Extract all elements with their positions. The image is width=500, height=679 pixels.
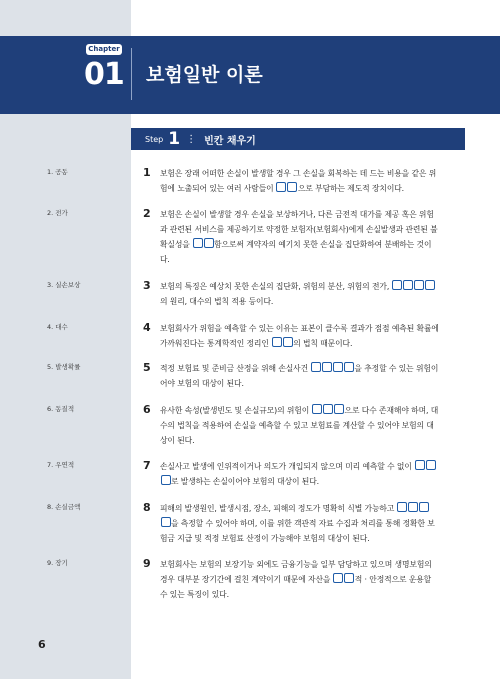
question-number: 5: [143, 361, 151, 374]
answer-blank-box[interactable]: [425, 280, 435, 290]
step-label: Step: [145, 134, 164, 144]
answer-blank-box[interactable]: [333, 573, 343, 583]
answer-blank-box[interactable]: [408, 502, 418, 512]
question-text: [160, 279, 440, 309]
question-text-segment: 유사한 속성(발생빈도 및 손실규모)의 위험이: [160, 406, 312, 415]
answer-label: 9. 장기: [47, 559, 68, 567]
question-text: [160, 166, 440, 196]
answer-blank-box[interactable]: [311, 362, 321, 372]
chapter-number: 01: [84, 57, 124, 92]
chapter-label: Chapter: [86, 44, 122, 55]
question-text-segment: 을 측정할 수 있어야 하며, 이를 위한 객관적 자료 수집과 처리를 통해 정확한 보험금 지급 및 적정 보험료 산정이 가능해야 보험의 대상이 된다.: [160, 519, 435, 543]
question-number: 6: [143, 403, 151, 416]
answer-blank-box[interactable]: [344, 573, 354, 583]
question-number: 8: [143, 501, 151, 514]
answer-label: 7. 우연적: [47, 461, 75, 469]
question-number: 2: [143, 207, 151, 220]
question-text: [160, 459, 440, 489]
answer-blank-box[interactable]: [419, 502, 429, 512]
answer-label: 8. 손실금액: [47, 503, 81, 511]
question-text-segment: 의 원리, 대수의 법칙 적용 등이다.: [160, 297, 274, 306]
answer-blank-box[interactable]: [397, 502, 407, 512]
question-text-segment: 의 법칙 때문이다.: [293, 339, 353, 348]
answer-blank-box[interactable]: [415, 460, 425, 470]
question-text-segment: 로 발생하는 손실이어야 보험의 대상이 된다.: [171, 477, 320, 486]
answer-blank-box[interactable]: [334, 404, 344, 414]
question-number: 9: [143, 557, 151, 570]
header-divider: [131, 48, 132, 100]
answer-blank-box[interactable]: [322, 362, 332, 372]
question-text-segment: 보험회사가 위험을 예측할 수 있는 이유는 표본이 클수록 결과가 점점 예측된 확률에 가까워진다는 통계학적인 정리인: [160, 324, 439, 348]
answer-blank-box[interactable]: [312, 404, 322, 414]
question-text-segment: 함으로써 계약자의 예기치 못한 손실을 집단화하여 분배하는 것이다.: [160, 240, 432, 264]
question-number: 4: [143, 321, 151, 334]
question-number: 7: [143, 459, 151, 472]
answer-blank-box[interactable]: [344, 362, 354, 372]
answer-blank-box[interactable]: [204, 238, 214, 248]
answer-blank-box[interactable]: [333, 362, 343, 372]
question-text-segment: 손실사고 발생에 인위적이거나 의도가 개입되지 않으며 미리 예측할 수 없이: [160, 462, 415, 471]
answer-blank-box[interactable]: [161, 475, 171, 485]
step-title: 빈칸 채우기: [204, 135, 256, 147]
question-text-segment: 으로 다수 존재해야 하며, 대수의 법칙을 적용하여 손실을 예측할 수 있고 보험료를 계산할 수 있어야 보험의 대상이 된다.: [160, 406, 439, 445]
answer-blank-box[interactable]: [426, 460, 436, 470]
question-text-segment: 보험의 특징은 예상치 못한 손실의 집단화, 위험의 분산, 위험의 전가,: [160, 282, 392, 291]
answer-blank-box[interactable]: [193, 238, 203, 248]
answer-blank-box[interactable]: [283, 337, 293, 347]
answer-blank-box[interactable]: [403, 280, 413, 290]
question-text: [160, 557, 440, 602]
question-text: [160, 501, 440, 546]
chapter-title: 보험일반 이론: [146, 64, 263, 86]
question-text: [160, 321, 440, 351]
answer-blank-box[interactable]: [323, 404, 333, 414]
answer-blank-box[interactable]: [272, 337, 282, 347]
question-text-segment: 피해의 발생원인, 발생시점, 장소, 피해의 정도가 명확히 식별 가능하고: [160, 504, 397, 513]
answer-label: 1. 공동: [47, 168, 68, 176]
answer-label: 4. 대수: [47, 323, 68, 331]
question-text: [160, 403, 440, 448]
page-number: 6: [38, 638, 46, 651]
question-text-segment: 보험회사는 보험의 보장기능 외에도 금융기능을 일부 담당하고 있으며 생명보험의 경우 대부분 장기간에 걸친 계약이기 때문에 자산을: [160, 560, 432, 584]
question-number: 3: [143, 279, 151, 292]
step-banner: [131, 128, 465, 150]
answer-label: 6. 동질적: [47, 405, 75, 413]
question-text-segment: 적 · 안정적으로 운용할 수 있는 특징이 있다.: [160, 575, 432, 599]
answer-label: 5. 발생확률: [47, 363, 81, 371]
step-number: 1: [168, 129, 181, 149]
answer-blank-box[interactable]: [414, 280, 424, 290]
question-text-segment: 보험은 장래 어떠한 손실이 발생할 경우 그 손실을 회복하는 데 드는 비용을 같은 위험에 노출되어 있는 여러 사람들이: [160, 169, 437, 193]
question-text-segment: 보험은 손실이 발생할 경우 손실을 보상하거나, 다른 금전적 대가를 제공 혹은 위험과 관련된 서비스를 제공하기로 약정한 보험자(보험회사)에게 손실발생과 관련된 불확실성을: [160, 210, 438, 249]
question-text-segment: 적정 보험료 및 준비금 산정을 위해 손실사건: [160, 364, 311, 373]
answer-label: 2. 전가: [47, 209, 68, 217]
question-text-segment: 을 추정할 수 있는 위험이어야 보험의 대상이 된다.: [160, 364, 439, 388]
question-text-segment: 으로 부담하는 제도적 장치이다.: [297, 184, 405, 193]
answer-label: 3. 실손보상: [47, 281, 81, 289]
answer-blank-box[interactable]: [392, 280, 402, 290]
question-text: [160, 361, 440, 391]
question-number: 1: [143, 166, 151, 179]
answer-blank-box[interactable]: [161, 517, 171, 527]
step-separator: ⋮: [186, 133, 197, 145]
answer-blank-box[interactable]: [276, 182, 286, 192]
answer-blank-box[interactable]: [287, 182, 297, 192]
question-text: [160, 207, 440, 267]
